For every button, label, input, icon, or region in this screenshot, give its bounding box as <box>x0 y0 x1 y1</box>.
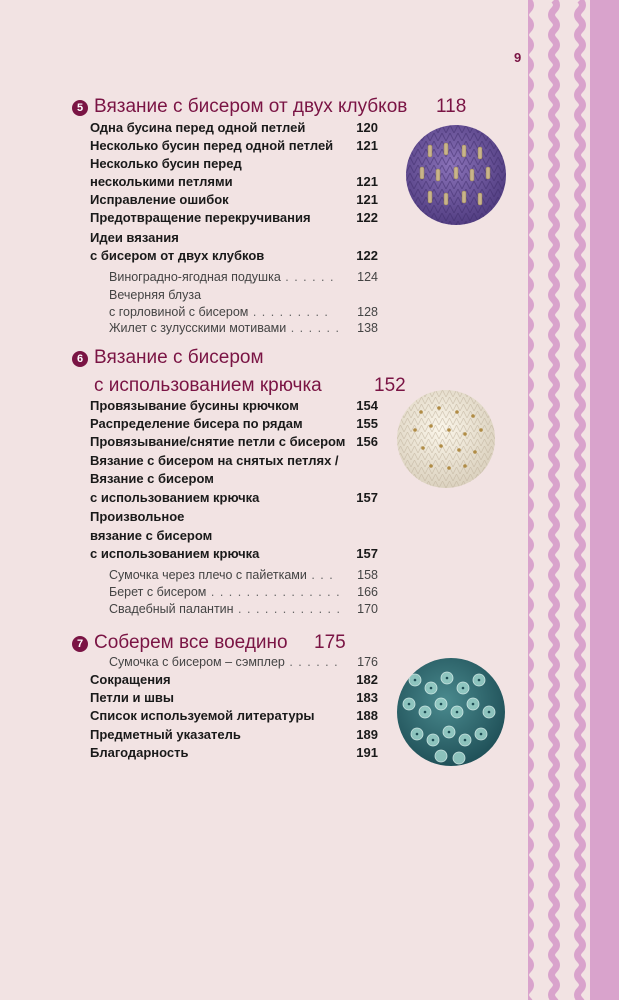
wave-band <box>590 0 619 1000</box>
toc-entry: с использованием крючка 157 <box>90 490 378 505</box>
toc-entry: Провязывание бусины крючком 154 <box>90 398 378 413</box>
toc-entry: Провязывание/снятие петли с бисером 156 <box>90 434 378 449</box>
project-entry: Свадебный палантин . . . . . . . . . . . . 170 <box>109 602 378 616</box>
wave-stripe <box>552 0 557 1000</box>
project-entry: Сумочка с бисером – сэмплер . . . . . . 176 <box>109 655 378 669</box>
project-entry: Берет с бисером . . . . . . . . . . . . . . . 166 <box>109 585 378 599</box>
toc-entry: вязание с бисером <box>90 528 213 543</box>
section-number-badge: 6 <box>72 351 88 367</box>
toc-entry: несколькими петлями 121 <box>90 174 378 189</box>
toc-entry: с бисером от двух клубков 122 <box>90 248 378 263</box>
project-entry: Жилет с зулусскими мотивами . . . . . . 138 <box>109 321 378 335</box>
toc-entry: Одна бусина перед одной петлей 120 <box>90 120 378 135</box>
toc-entry: Распределение бисера по рядам 155 <box>90 416 378 431</box>
cream-beaded-swatch-image <box>397 390 495 488</box>
project-entry: Виноградно-ягодная подушка . . . . . . 124 <box>109 270 378 284</box>
project-entry: с горловиной с бисером . . . . . . . . . 128 <box>109 305 378 319</box>
section-title-line2: с использованием крючка <box>94 375 322 396</box>
section-title: Вязание с бисером <box>94 347 264 368</box>
section-page: 118 <box>436 96 467 117</box>
section-page: 175 <box>314 632 346 653</box>
page-number: 9 <box>514 50 522 65</box>
toc-entry: Идеи вязания <box>90 230 179 245</box>
toc-entry: Предметный указатель 189 <box>90 727 378 742</box>
toc-entry: Список используемой литературы 188 <box>90 708 378 723</box>
teal-sequin-swatch-image <box>397 658 505 766</box>
purple-beaded-swatch-image <box>406 125 506 225</box>
wave-stripe <box>528 0 531 1000</box>
toc-entry: Петли и швы 183 <box>90 690 378 705</box>
toc-entry: Предотвращение перекручивания 122 <box>90 210 378 225</box>
toc-entry: Исправление ошибок 121 <box>90 192 378 207</box>
toc-entry: Несколько бусин перед <box>90 156 242 171</box>
toc-entry: Благодарность 191 <box>90 745 378 760</box>
section-title: Вязание с бисером от двух клубков <box>94 96 408 117</box>
toc-entry: с использованием крючка 157 <box>90 546 378 561</box>
project-entry: Вечерняя блуза <box>109 288 202 302</box>
toc-entry: Сокращения 182 <box>90 672 378 687</box>
section-number-badge: 7 <box>72 636 88 652</box>
section-title: Соберем все воедино <box>94 632 288 653</box>
section-number-badge: 5 <box>72 100 88 116</box>
section-page: 152 <box>374 375 406 396</box>
toc-entry: Несколько бусин перед одной петлей 121 <box>90 138 378 153</box>
wave-stripe <box>578 0 583 1000</box>
decorative-wave-border <box>528 0 619 1000</box>
toc-entry: Вязание с бисером <box>90 471 214 486</box>
project-entry: Сумочка через плечо с пайетками . . . 158 <box>109 568 378 582</box>
toc-entry: Произвольное <box>90 509 185 524</box>
toc-entry: Вязание с бисером на снятых петлях / <box>90 453 339 468</box>
